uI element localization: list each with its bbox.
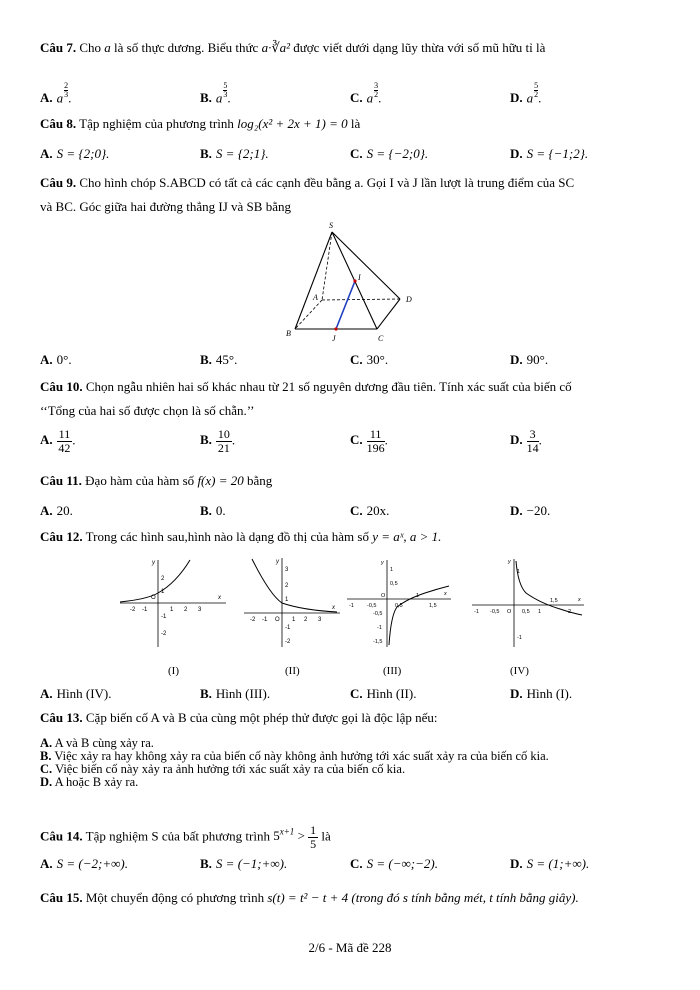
option-value: Hình (III). xyxy=(215,686,271,701)
question-9 xyxy=(40,171,665,219)
option-value: S = {−2;0}. xyxy=(366,146,429,161)
x-tick: O xyxy=(275,617,280,623)
option-value: S = (1;+∞). xyxy=(526,856,590,871)
option-base: a xyxy=(215,90,223,106)
q13-option-d[interactable] xyxy=(40,776,680,789)
edge-sd xyxy=(332,232,400,299)
q7-options xyxy=(40,82,660,106)
q11-function: f(x) = 20 xyxy=(197,473,244,488)
edge-ab-hidden xyxy=(295,300,322,329)
y-tick: 1 xyxy=(161,589,165,595)
x-tick: 2 xyxy=(184,607,188,613)
x-tick: -2 xyxy=(130,607,136,613)
option-value: 90°. xyxy=(526,352,549,367)
option-exponent xyxy=(374,82,378,99)
y-tick: 2 xyxy=(161,576,165,582)
edge-sb xyxy=(295,232,332,329)
x-tick: 1 xyxy=(170,607,174,613)
curve-2 xyxy=(252,559,337,612)
q15-label: Câu 15. xyxy=(40,890,83,905)
option-letter: D. xyxy=(510,90,523,106)
edge-cd xyxy=(377,299,400,329)
q10-option-c[interactable]: C. $\frac{11}{196}$ . xyxy=(350,427,388,455)
curve-4 xyxy=(516,561,582,615)
x-tick: 3 xyxy=(318,617,322,623)
frac-num: 3 xyxy=(527,428,539,442)
option-base: a xyxy=(56,90,64,106)
q12-option-a[interactable] xyxy=(40,686,112,702)
option-letter: D. xyxy=(510,352,523,367)
x-tick: 2 xyxy=(304,617,308,623)
label-c: C xyxy=(378,334,384,343)
option-letter: B. xyxy=(200,432,212,448)
q12-options xyxy=(40,686,660,710)
ineq-sign: > xyxy=(297,828,305,844)
y-axis-name: y xyxy=(276,559,279,565)
q14-option-a[interactable] xyxy=(40,856,128,872)
option-letter: B. xyxy=(200,503,212,518)
graph-3-label: (III) xyxy=(383,665,402,677)
q7-text-a: Cho xyxy=(79,40,102,55)
option-value: Việc xảy ra hay không xảy ra của biến cố này không ảnh hưởng tới xác suất xảy ra của biến cố kia. xyxy=(54,749,549,763)
q13-text: Cặp biến cố A và B của cùng một phép thử được gọi là độc lập nếu: xyxy=(85,710,438,725)
y-axis-name: y xyxy=(152,560,155,566)
q10-text-line1: Chọn ngẫu nhiên hai số khác nhau từ 21 số nguyên dương đầu tiên. Tính xác suất của biến cố xyxy=(85,379,572,394)
q13-label: Câu 13. xyxy=(40,710,83,725)
option-letter: B. xyxy=(200,146,212,161)
frac-den: 5 xyxy=(310,836,317,851)
option-letter: A. xyxy=(40,736,53,750)
q10-option-b[interactable]: B. $\frac{10}{21}$ . xyxy=(200,427,236,455)
x-tick: 0,5 xyxy=(522,609,530,615)
q12-option-d[interactable] xyxy=(510,686,572,702)
q7-option-a[interactable]: A. a $\frac{2}{3}$ . xyxy=(40,81,72,106)
q8-option-d[interactable] xyxy=(510,146,588,162)
x-tick: 2 xyxy=(568,609,572,615)
exp-num: 3 xyxy=(374,81,379,90)
option-fraction xyxy=(527,428,539,455)
question-14 xyxy=(40,818,665,851)
option-fraction xyxy=(216,428,232,455)
option-value: 0. xyxy=(215,503,226,518)
edge-sa-hidden xyxy=(322,232,332,300)
y-tick: -0,5 xyxy=(373,611,383,617)
label-b: B xyxy=(286,329,291,338)
q7-option-d[interactable]: D. a $\frac{5}{2}$ . xyxy=(510,81,542,106)
y-tick: 2 xyxy=(285,583,289,589)
option-value: 20. xyxy=(56,503,73,518)
option-value: Hình (I). xyxy=(526,686,573,701)
x-tick: 1,5 xyxy=(550,598,558,604)
q12-option-b[interactable] xyxy=(200,686,270,702)
page-footer: 2/6 - Mã đề 228 xyxy=(308,940,392,955)
option-letter: C. xyxy=(40,762,53,776)
point-j xyxy=(334,327,337,330)
option-letter: C. xyxy=(350,432,363,448)
frac-den: 42 xyxy=(58,441,71,455)
option-value: −20. xyxy=(526,503,551,518)
question-13 xyxy=(40,708,665,727)
option-letter: A. xyxy=(40,503,53,518)
question-10 xyxy=(40,375,665,423)
q15-note: (trong đó s tính bằng mét, t tính bằng giây). xyxy=(351,890,579,905)
graph-4 xyxy=(470,555,588,650)
x-tick: O xyxy=(507,609,512,615)
ineq-fraction xyxy=(308,824,318,851)
q8-option-c[interactable] xyxy=(350,146,428,162)
x-tick: 1,5 xyxy=(429,603,437,609)
option-value: 20x. xyxy=(366,503,390,518)
q8-option-b[interactable] xyxy=(200,146,269,162)
q10-text-line2: ‘‘Tổng của hai số được chọn là số chẵn.’’ xyxy=(40,403,255,418)
option-value: 0°. xyxy=(56,352,72,367)
option-value: A và B cùng xảy ra. xyxy=(54,736,154,750)
exp-num: 5 xyxy=(534,81,539,90)
x-tick: -1 xyxy=(349,603,354,609)
graph-3 xyxy=(345,555,455,650)
frac-num: 1 xyxy=(310,822,317,837)
q14-text: Tập nghiệm S của bất phương trình xyxy=(85,828,270,844)
y-tick: 3 xyxy=(285,567,289,573)
graph-2 xyxy=(242,555,342,650)
option-letter: A. xyxy=(40,352,53,367)
option-base: a xyxy=(366,90,374,106)
option-fraction xyxy=(367,428,385,455)
option-letter: B. xyxy=(40,749,52,763)
graph-4-label: (IV) xyxy=(510,665,529,677)
q11-option-b[interactable] xyxy=(200,503,226,519)
y-tick: -2 xyxy=(161,631,167,637)
y-tick: -1,5 xyxy=(373,639,383,645)
q11-text-end: bằng xyxy=(247,473,273,488)
y-tick: 1 xyxy=(390,567,394,573)
option-exponent xyxy=(223,82,227,99)
option-letter: D. xyxy=(510,146,523,161)
exp-den: 2 xyxy=(534,90,539,99)
option-letter: B. xyxy=(200,856,212,871)
option-base: a xyxy=(526,90,534,106)
option-letter: A. xyxy=(40,90,53,106)
option-letter: B. xyxy=(200,90,212,106)
q13-options xyxy=(40,737,680,789)
q7-label: Câu 7. xyxy=(40,40,77,55)
y-tick: -1 xyxy=(161,614,167,620)
option-value: Hình (IV). xyxy=(56,686,112,701)
option-value: 45°. xyxy=(215,352,238,367)
exp-den: 2 xyxy=(374,90,379,99)
option-letter: A. xyxy=(40,686,53,701)
q14-option-d[interactable] xyxy=(510,856,589,872)
q7-option-c[interactable]: C. a $\frac{3}{2}$ . xyxy=(350,81,382,106)
option-exponent xyxy=(534,82,538,99)
x-tick: -1 xyxy=(262,617,268,623)
ineq-exponent: x+1 xyxy=(279,827,295,837)
x-tick: -0,5 xyxy=(367,603,377,609)
q10-label: Câu 10. xyxy=(40,379,83,394)
q15-equation: s(t) = t² − t + 4 xyxy=(267,890,349,905)
y-axis-name: y xyxy=(508,559,511,565)
frac-den: 21 xyxy=(217,441,230,455)
q14-options xyxy=(40,856,660,880)
option-exponent xyxy=(64,82,68,99)
q7-text-b: là số thực dương. Biểu thức xyxy=(114,40,259,55)
y-tick: 1 xyxy=(517,569,521,575)
q11-option-c[interactable] xyxy=(350,503,389,519)
y-tick: 1 xyxy=(285,597,289,603)
option-letter: A. xyxy=(40,856,53,871)
option-value: Hình (II). xyxy=(366,686,417,701)
frac-den: 196 xyxy=(366,441,385,455)
option-letter: C. xyxy=(350,146,363,161)
x-tick: 1 xyxy=(416,593,420,599)
option-letter: D. xyxy=(40,775,53,789)
exp-num: 2 xyxy=(64,81,69,90)
exp-num: 5 xyxy=(223,81,228,90)
q11-text: Đạo hàm của hàm số xyxy=(85,473,195,488)
option-letter: D. xyxy=(510,856,523,871)
q9-option-d[interactable] xyxy=(510,352,548,368)
option-value: S = {−1;2}. xyxy=(526,146,589,161)
question-15 xyxy=(40,888,665,907)
q9-options xyxy=(40,352,660,376)
option-letter: D. xyxy=(510,432,523,448)
q10-option-d[interactable]: D. $\frac{3}{14}$ . xyxy=(510,427,542,455)
q8-options xyxy=(40,146,660,170)
point-i xyxy=(353,279,356,282)
x-tick: O xyxy=(151,595,156,601)
x-axis-name: x xyxy=(444,591,447,597)
x-tick: -2 xyxy=(250,617,256,623)
y-tick: -2 xyxy=(285,639,291,645)
q7-option-b[interactable]: B. a $\frac{5}{3}$ . xyxy=(200,81,231,106)
q14-option-c[interactable] xyxy=(350,856,438,872)
q7-var-a: a xyxy=(104,40,111,55)
frac-num: 11 xyxy=(58,427,71,441)
question-11 xyxy=(40,471,665,490)
option-letter: C. xyxy=(350,856,363,871)
q12-function: y = aˣ, a > 1. xyxy=(372,529,442,544)
option-value: 30°. xyxy=(366,352,389,367)
option-letter: D. xyxy=(510,503,523,518)
q11-option-a[interactable] xyxy=(40,503,73,519)
option-value: S = (−2;+∞). xyxy=(56,856,128,871)
option-letter: C. xyxy=(350,352,363,367)
q14-inequality xyxy=(273,822,318,851)
frac-num: 11 xyxy=(367,428,385,442)
q11-options xyxy=(40,503,660,527)
x-tick: 1 xyxy=(292,617,296,623)
option-letter: C. xyxy=(350,686,363,701)
option-value: A hoặc B xảy ra. xyxy=(54,775,139,789)
q12-text: Trong các hình sau,hình nào là dạng đồ thị của hàm số xyxy=(85,529,369,544)
y-tick: -1 xyxy=(517,635,522,641)
option-letter: C. xyxy=(350,90,363,106)
frac-num: 10 xyxy=(217,427,230,441)
ineq-base: 5 xyxy=(273,828,280,844)
option-letter: B. xyxy=(200,686,212,701)
x-axis-name: x xyxy=(218,595,221,601)
q14-label: Câu 14. xyxy=(40,828,83,844)
segment-ij xyxy=(336,281,355,329)
label-d: D xyxy=(406,295,412,304)
q7-text-c: được viết dưới dạng lũy thừa với số mũ hữu tỉ là xyxy=(293,40,546,55)
q9-text-line1: Cho hình chóp S.ABCD có tất cả các cạnh đều bằng a. Gọi I và J lần lượt là trung điểm của SC xyxy=(79,175,575,190)
question-12 xyxy=(40,527,665,546)
q12-label: Câu 12. xyxy=(40,529,83,544)
q8-text: Tập nghiệm của phương trình xyxy=(79,116,234,131)
x-tick: 1 xyxy=(538,609,542,615)
q10-option-a[interactable]: A. $\frac{11}{42}$ . xyxy=(40,427,76,455)
edge-ad-hidden xyxy=(322,299,400,300)
graph-2-label: (II) xyxy=(285,665,300,677)
frac-den: 14 xyxy=(526,441,539,455)
x-axis-name: x xyxy=(578,597,581,603)
q9-label: Câu 9. xyxy=(40,175,77,190)
option-value: S = (−∞;−2). xyxy=(366,856,438,871)
label-s: S xyxy=(329,222,333,230)
q10-options xyxy=(40,428,660,458)
option-value: S = {2;1}. xyxy=(215,146,269,161)
exp-den: 3 xyxy=(64,90,69,99)
option-value: Việc biến cố này xảy ra ảnh hưởng tới xác suất xảy ra của biến cố kia. xyxy=(55,762,406,776)
q15-text: Một chuyển động có phương trình xyxy=(85,890,265,905)
option-letter: C. xyxy=(350,503,363,518)
graph-1-label: (I) xyxy=(168,665,179,677)
option-value: S = (−1;+∞). xyxy=(215,856,288,871)
q9-option-b[interactable] xyxy=(200,352,237,368)
option-letter: B. xyxy=(200,352,212,367)
graph-1 xyxy=(118,555,230,650)
option-letter: A. xyxy=(40,432,53,448)
q14-option-b[interactable] xyxy=(200,856,287,872)
exp-den: 3 xyxy=(223,90,228,99)
q8-option-a[interactable] xyxy=(40,146,109,162)
x-axis-name: x xyxy=(332,605,335,611)
option-fraction xyxy=(57,428,73,455)
q8-label: Câu 8. xyxy=(40,116,77,131)
q12-option-c[interactable] xyxy=(350,686,416,702)
question-8 xyxy=(40,114,665,133)
question-7 xyxy=(40,38,665,57)
y-tick: -1 xyxy=(377,625,382,631)
label-i: I xyxy=(358,273,361,282)
q9-option-a[interactable] xyxy=(40,352,72,368)
y-axis-name: y xyxy=(381,560,384,566)
option-letter: A. xyxy=(40,146,53,161)
x-tick: 0,5 xyxy=(395,603,403,609)
option-letter: D. xyxy=(510,686,523,701)
label-j: J xyxy=(332,334,336,343)
q11-option-d[interactable] xyxy=(510,503,550,519)
label-a: A xyxy=(313,293,318,302)
q9-text-line2: và BC. Góc giữa hai đường thẳng IJ và SB bằng xyxy=(40,199,291,214)
q8-equation: log₂(x² + 2x + 1) = 0 xyxy=(237,116,348,131)
q9-option-c[interactable] xyxy=(350,352,388,368)
q11-label: Câu 11. xyxy=(40,473,82,488)
option-value: S = {2;0}. xyxy=(56,146,110,161)
q8-text-end: là xyxy=(350,116,361,131)
x-tick: -1 xyxy=(142,607,148,613)
y-tick: 0,5 xyxy=(390,581,398,587)
x-tick: O xyxy=(381,593,386,599)
pyramid-figure xyxy=(270,222,440,347)
q14-text-end: là xyxy=(321,828,331,844)
q7-expression: a·∛a² xyxy=(261,40,291,55)
x-tick: -1 xyxy=(474,609,479,615)
y-tick: -1 xyxy=(285,625,291,631)
x-tick: -0,5 xyxy=(490,609,500,615)
x-tick: 3 xyxy=(198,607,202,613)
